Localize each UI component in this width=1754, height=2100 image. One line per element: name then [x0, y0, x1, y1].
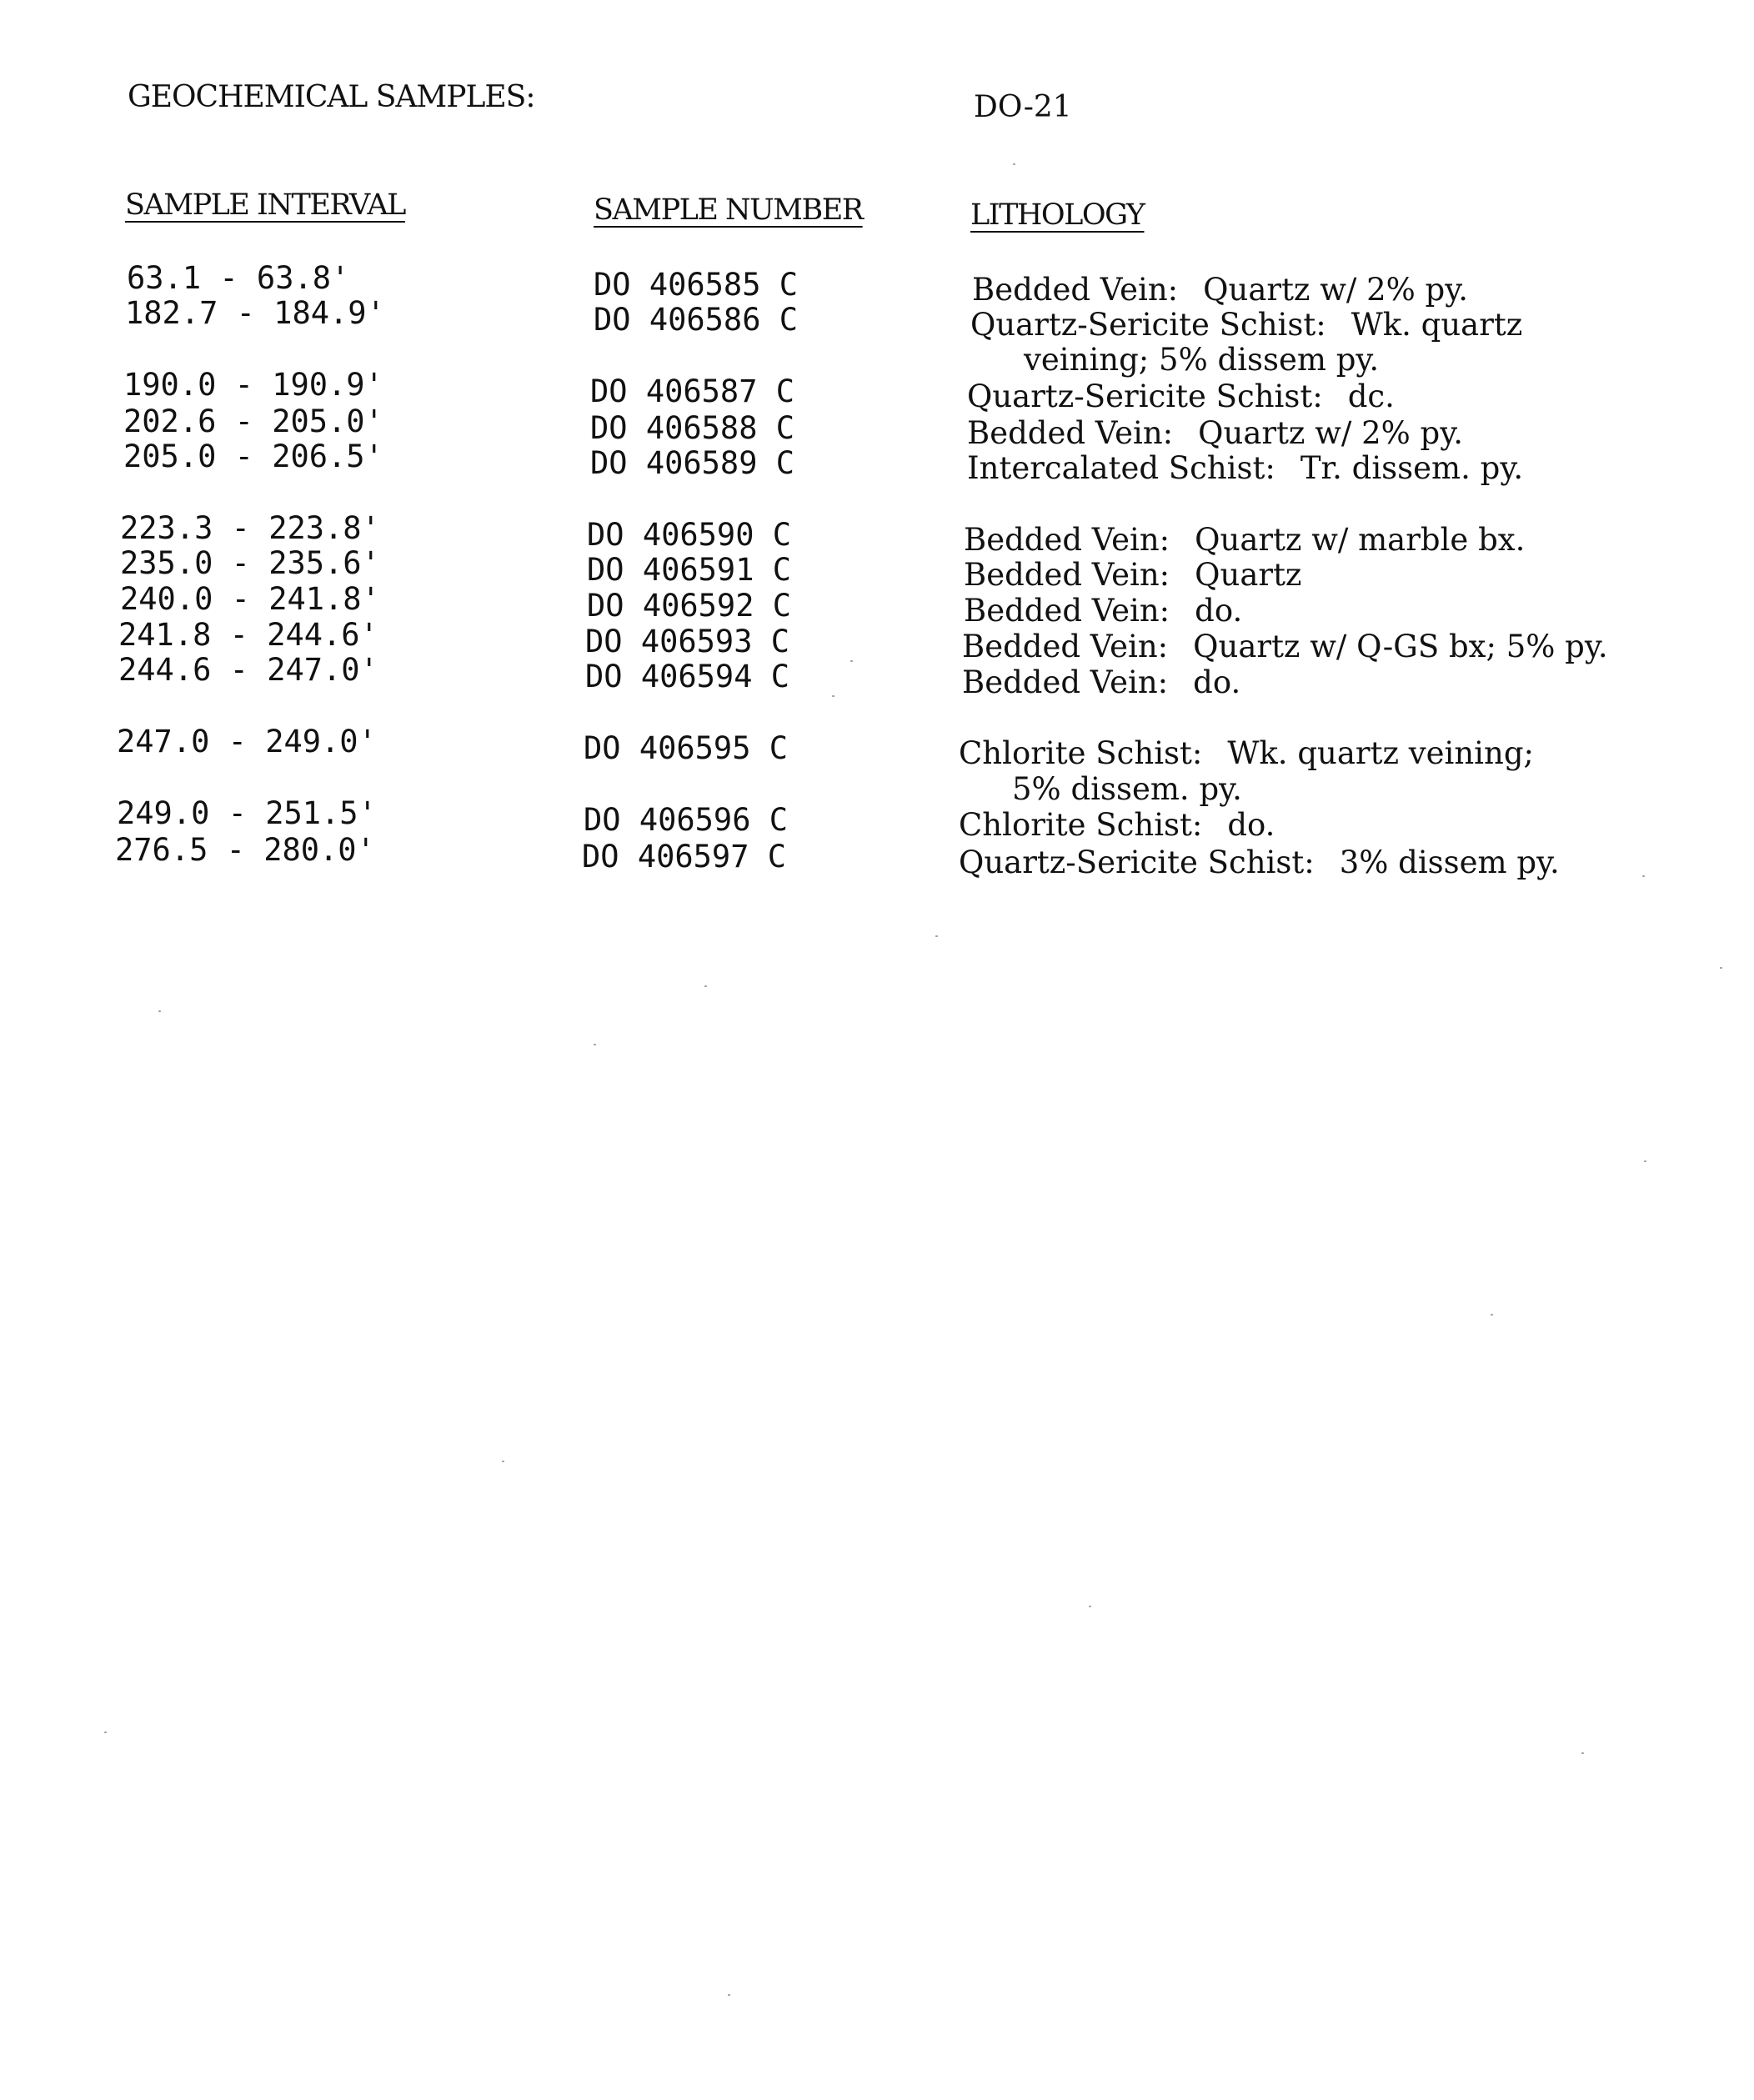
sample-interval-cell: 247.0 - 249.0' — [117, 724, 377, 759]
sample-interval-cell: 249.0 - 251.5' — [117, 795, 377, 831]
column-header-sample-interval: SAMPLE INTERVAL — [125, 188, 405, 222]
scan-speck — [704, 985, 707, 987]
scan-speck — [850, 660, 853, 662]
sample-interval-cell: 240.0 - 241.8' — [120, 581, 380, 617]
scan-speck — [1013, 163, 1015, 165]
scan-speck — [158, 1010, 161, 1012]
column-header-sample-number: SAMPLE NUMBER — [594, 193, 863, 227]
lithology-cell — [967, 450, 1523, 486]
sample-interval-cell: 241.8 - 244.6' — [118, 617, 378, 653]
rock-type: Quartz-Sericite Schist: — [967, 378, 1323, 414]
sample-number-cell: DO 406588 C — [590, 410, 795, 446]
lithology-cell — [964, 593, 1242, 629]
lithology-cell — [964, 522, 1525, 558]
sample-interval-cell: 244.6 - 247.0' — [118, 652, 378, 688]
scan-speck — [1581, 1752, 1584, 1754]
lithology-cell — [959, 735, 1534, 771]
sample-number-cell: DO 406594 C — [585, 659, 790, 694]
lithology-cell — [964, 557, 1301, 593]
rock-type: Intercalated Schist: — [967, 450, 1275, 486]
lithology-cell — [970, 307, 1522, 343]
scan-speck — [935, 935, 938, 937]
sample-interval-cell: 276.5 - 280.0' — [115, 832, 375, 868]
sample-interval-cell: 223.3 - 223.8' — [120, 510, 380, 546]
lithology-cell — [972, 272, 1468, 308]
scan-speck — [104, 1732, 107, 1733]
sample-interval-cell: 205.0 - 206.5' — [123, 439, 383, 474]
scan-speck — [502, 1461, 504, 1462]
lithology-description: Tr. dissem. py. — [1300, 450, 1524, 486]
lithology-cell — [962, 664, 1240, 700]
sample-number-cell: DO 406592 C — [587, 588, 792, 624]
lithology-description-continued: veining; 5% dissem py. — [1024, 342, 1380, 378]
column-header-lithology: LITHOLOGY — [970, 198, 1145, 232]
lithology-cell — [959, 807, 1275, 843]
sample-number-cell: DO 406586 C — [594, 302, 799, 338]
lithology-description-continued: 5% dissem. py. — [1012, 771, 1242, 807]
lithology-description: do. — [1227, 807, 1275, 843]
lithology-description: Quartz w/ marble bx. — [1195, 522, 1526, 558]
sample-number-cell: DO 406595 C — [584, 730, 789, 766]
sample-number-cell: DO 406597 C — [582, 839, 787, 875]
sample-number-cell: DO 406585 C — [594, 267, 799, 303]
rock-type: Quartz-Sericite Schist: — [959, 845, 1315, 880]
sample-number-cell: DO 406587 C — [590, 373, 795, 409]
rock-type: Bedded Vein: — [964, 557, 1170, 593]
rock-type: Chlorite Schist: — [959, 807, 1203, 843]
lithology-description: Wk. quartz — [1351, 307, 1523, 343]
rock-type: Bedded Vein: — [964, 593, 1170, 629]
scan-speck — [1491, 1314, 1493, 1316]
lithology-description: Quartz w/ 2% py. — [1203, 272, 1468, 308]
rock-type: Chlorite Schist: — [959, 735, 1203, 771]
lithology-description: 3% dissem py. — [1339, 845, 1560, 880]
drill-hole-id: DO-21 — [974, 90, 1072, 124]
rock-type: Bedded Vein: — [967, 415, 1174, 451]
sample-interval-cell: 202.6 - 205.0' — [123, 403, 383, 439]
scan-speck — [728, 1994, 730, 1996]
sample-interval-cell: 235.0 - 235.6' — [120, 545, 380, 581]
lithology-description: do. — [1195, 593, 1243, 629]
sample-number-cell: DO 406590 C — [587, 517, 792, 553]
rock-type: Bedded Vein: — [964, 522, 1170, 558]
sample-number-cell: DO 406596 C — [584, 802, 789, 838]
rock-type: Bedded Vein: — [972, 272, 1179, 308]
rock-type: Bedded Vein: — [962, 664, 1169, 700]
scan-speck — [594, 1044, 596, 1045]
lithology-description: dc. — [1347, 378, 1395, 414]
sample-interval-cell: 190.0 - 190.9' — [123, 367, 383, 403]
lithology-cell — [967, 378, 1395, 414]
lithology-cell — [962, 629, 1608, 664]
sample-number-cell: DO 406589 C — [590, 445, 795, 481]
rock-type: Quartz-Sericite Schist: — [970, 307, 1326, 343]
scan-speck — [1720, 967, 1722, 969]
sample-number-cell: DO 406593 C — [585, 624, 790, 659]
lithology-description: Quartz w/ Q-GS bx; 5% py. — [1193, 629, 1608, 664]
sample-number-cell: DO 406591 C — [587, 552, 792, 588]
sample-interval-cell: 182.7 - 184.9' — [125, 295, 385, 331]
document-title: GEOCHEMICAL SAMPLES: — [128, 80, 535, 114]
lithology-description: Quartz w/ 2% py. — [1198, 415, 1463, 451]
lithology-description: Wk. quartz veining; — [1227, 735, 1534, 771]
rock-type: Bedded Vein: — [962, 629, 1169, 664]
lithology-cell — [967, 415, 1463, 451]
lithology-cell — [959, 845, 1560, 880]
scan-speck — [1642, 875, 1645, 877]
scan-speck — [1089, 1606, 1091, 1607]
scan-speck — [1644, 1160, 1646, 1162]
lithology-description: do. — [1193, 664, 1241, 700]
scan-speck — [832, 695, 834, 697]
sample-interval-cell: 63.1 - 63.8' — [127, 260, 350, 296]
lithology-description: Quartz — [1195, 557, 1302, 593]
